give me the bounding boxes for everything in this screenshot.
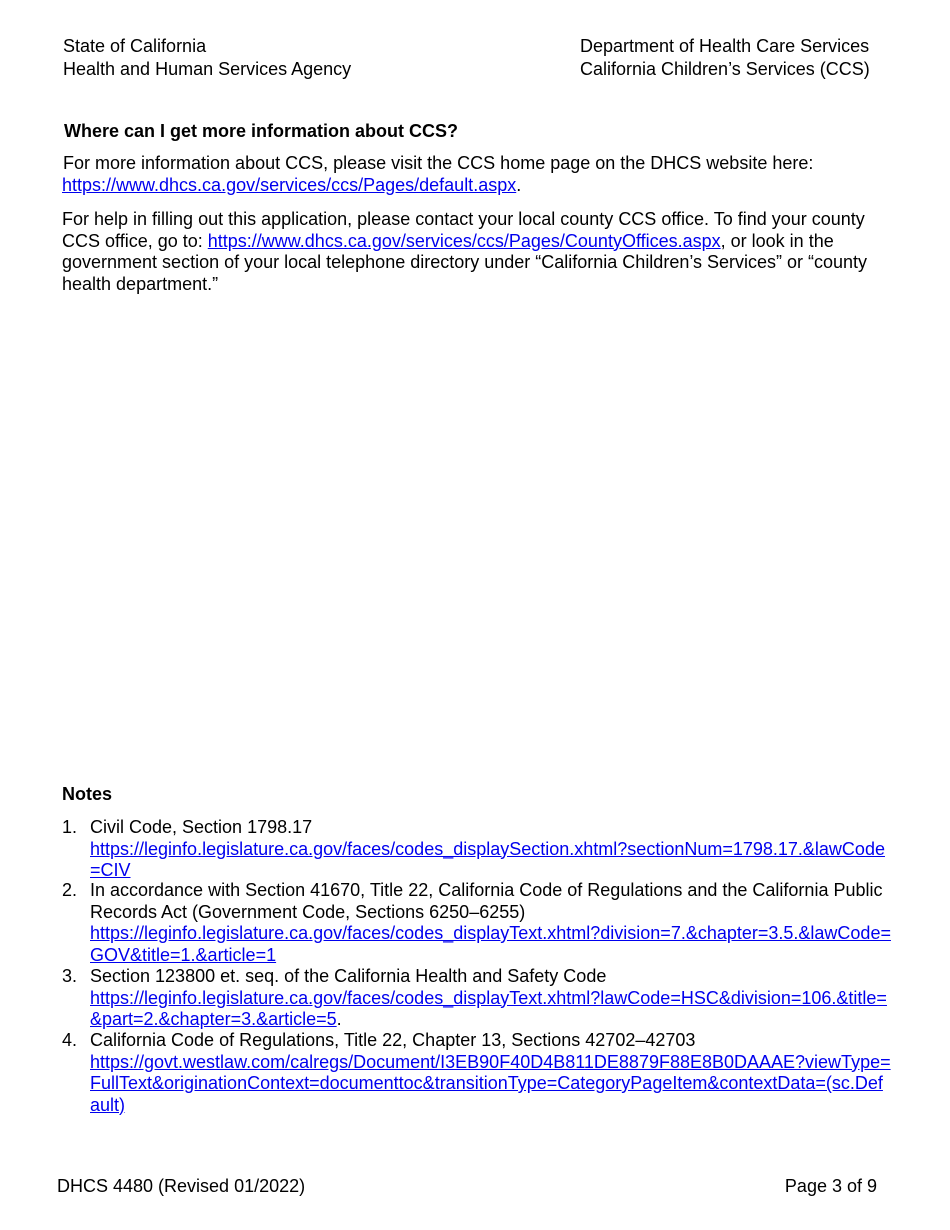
note-number: 3. [62,966,78,986]
state-name: State of California [63,36,207,56]
program-name: California Children’s Services (CCS) [580,59,870,79]
department-name: Department of Health Care Services [580,36,870,56]
info-p2-text1: For help in filling out this application, please contact your local county CCS office. To find your county CCS office, go to: [62,209,865,251]
page-number: Page 3 of 9 [784,1176,877,1196]
note-text: California Code of Regulations, Title 22, Chapter 13, Sections 42702–42703 [90,1030,696,1050]
note-text: Civil Code, Section 1798.17 [90,817,313,837]
note-number: 1. [62,817,78,837]
header-right [580,35,870,81]
agency-name: Health and Human Services Agency [63,59,352,79]
note-text: In accordance with Section 41670, Title 22, California Code of Regulations and the California Public Records Act (Government Code, Sections 6250–6255) [90,880,883,922]
note-number: 2. [62,880,78,900]
note-link-civil-code[interactable]: https://leginfo.legislature.ca.gov/faces/codes_displaySection.xhtml?sectionNum=1798.17.&lawCode=CIV [90,838,885,880]
note-item-1 [62,817,892,882]
info-p1-end: . [516,174,522,195]
header-left [63,35,351,81]
info-p1-text: For more information about CCS, please visit the CCS home page on the DHCS website here: [63,153,814,173]
info-heading: Where can I get more information about CCS? [64,121,459,141]
note-item-3 [62,966,892,1031]
note-text: Section 123800 et. seq. of the California Health and Safety Code [90,966,607,986]
note-item-4 [62,1030,892,1116]
note-item-2 [62,880,892,966]
ccs-home-link[interactable]: https://www.dhcs.ca.gov/services/ccs/Pages/default.aspx [62,174,517,195]
form-id: DHCS 4480 (Revised 01/2022) [57,1176,306,1196]
note-link-gov-code[interactable]: https://leginfo.legislature.ca.gov/faces/codes_displayText.xhtml?division=7.&chapter=3.5.&lawCode=GOV&title=1.&article=1 [90,923,891,965]
info-p2-text2: , or look in the government section of your local telephone directory under “California Children’s Services” or “county health department.” [62,230,868,294]
notes-heading: Notes [62,784,113,804]
info-paragraph-1 [62,153,892,196]
info-paragraph-2 [62,209,892,295]
county-offices-link[interactable]: https://www.dhcs.ca.gov/services/ccs/Pages/CountyOffices.aspx [207,230,721,251]
note-link-hsc-code[interactable]: https://leginfo.legislature.ca.gov/faces/codes_displayText.xhtml?lawCode=HSC&division=106.&title=&part=2.&chapter=3.&article=5 [90,987,887,1029]
note-end: . [336,1009,342,1029]
note-number: 4. [62,1030,78,1050]
note-link-westlaw[interactable]: https://govt.westlaw.com/calregs/Document/I3EB90F40D4B811DE8879F88E8B0DAAAE?viewType=FullText&originationContext=documenttoc&transitionType=CategoryPageItem&contextData=(sc.Default) [90,1051,891,1115]
